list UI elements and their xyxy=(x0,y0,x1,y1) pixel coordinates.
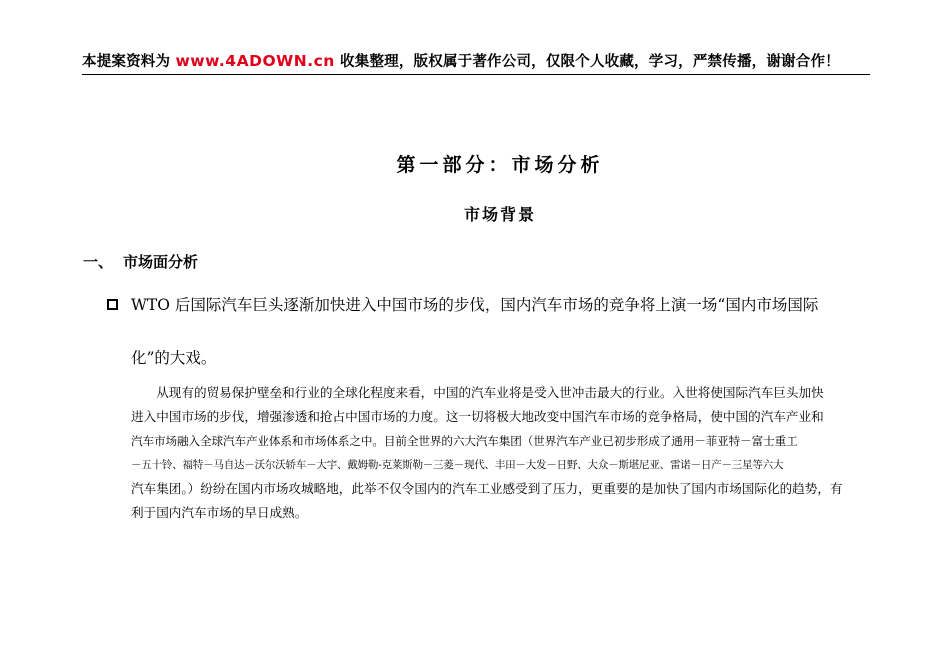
paragraph-line: 从现有的贸易保护壁垒和行业的全球化程度来看，中国的汽车业将是受入世冲击最大的行业。入世将使国际汽车巨头加快 xyxy=(131,385,824,400)
section-title: 市场面分析 xyxy=(123,253,199,271)
paragraph-line: 进入中国市场的步伐，增强渗透和抢占中国市场的力度。这一切将极大地改变中国汽车市场的竞争格局，使中国的汽车产业和 xyxy=(131,409,824,424)
square-bullet-icon xyxy=(107,299,118,310)
bullet-text-line-2: 化”的大戏。 xyxy=(131,349,217,367)
bullet-text-line-1: WTO 后国际汽车巨头逐渐加快进入中国市场的步伐，国内汽车市场的竞争将上演一场“国内市场国际 xyxy=(131,296,819,314)
paragraph-line: 汽车市场融入全球汽车产业体系和市场体系之中。目前全世界的六大汽车集团（世界汽车产业已初步形成了通用－菲亚特－富士重工 xyxy=(131,434,798,448)
document-header-notice xyxy=(82,50,872,71)
header-suffix: 收集整理，版权属于著作公司，仅限个人收藏，学习，严禁传播，谢谢合作！ xyxy=(334,54,840,70)
part-title: 第一部分：市场分析 xyxy=(396,154,604,176)
paragraph-line: 汽车集团。）纷纷在国内市场攻城略地，此举不仅令国内的汽车工业感受到了压力，更重要的是加快了国内市场国际化的趋势，有 xyxy=(131,481,843,496)
section-heading: 市场背景 xyxy=(463,205,536,224)
paragraph-line: 利于国内汽车市场的早日成熟。 xyxy=(131,505,308,520)
header-prefix: 本提案资料为 xyxy=(82,54,176,70)
section-number: 一、 xyxy=(83,253,114,271)
paragraph-line: －五十铃、福特－马自达－沃尔沃轿车－大宇、戴姆勒-克莱斯勒－三菱－现代、丰田－大发－日野、大众－斯堪尼亚、雷诺－日产－三星等六大 xyxy=(131,459,784,471)
header-divider xyxy=(82,74,870,75)
header-site-link[interactable]: www.4ADOWN.cn xyxy=(175,52,335,70)
